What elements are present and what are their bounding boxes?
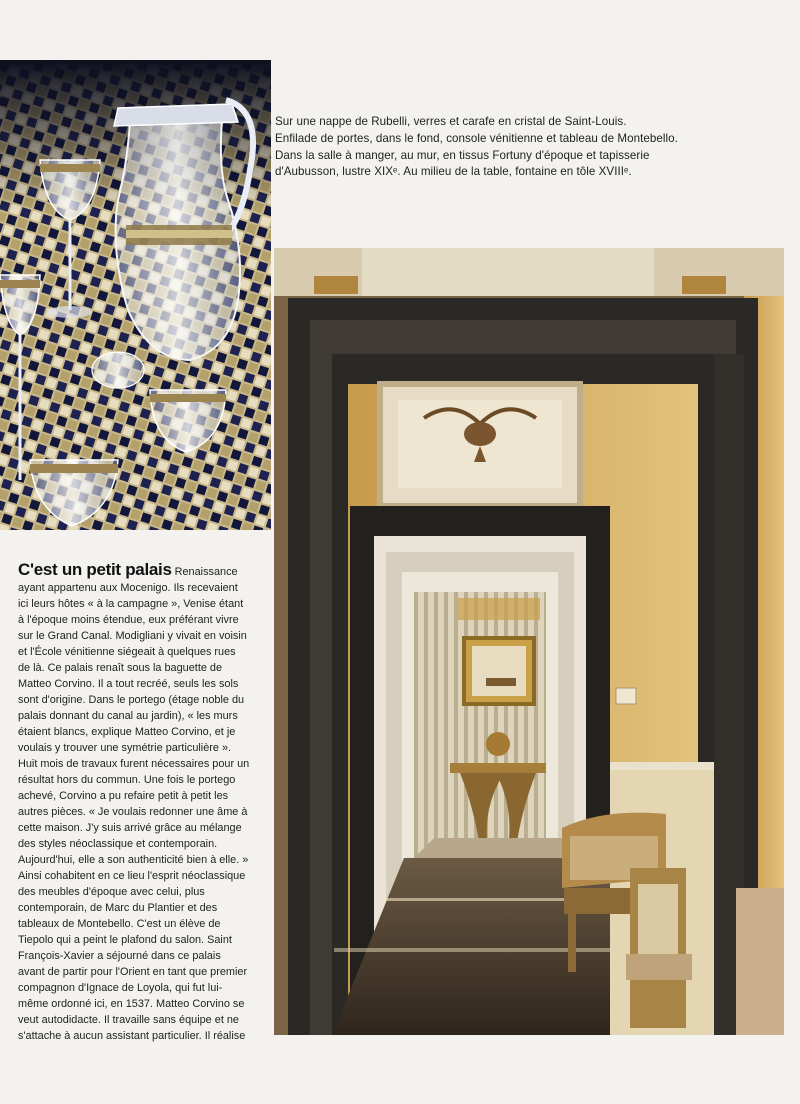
- article-line: contemporain, de Marc du Plantier et des: [18, 902, 218, 914]
- article-line: des meubles d'époque avec celui, plus: [18, 886, 205, 898]
- article-line: voulais y trouver une symétrie particulière ».: [18, 742, 232, 754]
- article-line: avant de partir pour l'Orient en tant que premier: [18, 966, 248, 978]
- article-line: compagnon d'Ignace de Loyola, qui fut lui-: [18, 982, 223, 994]
- article-line: autres pièces. « Je voulais redonner une âme à: [18, 806, 248, 818]
- photo-caption: [275, 114, 780, 181]
- crystal-glassware-photo: [0, 60, 271, 530]
- article-line: cette maison. J'y suis arrivé grâce au mélange: [18, 822, 242, 834]
- article-line: palais donnant du canal au jardin), « les murs: [18, 710, 238, 722]
- caption-line: Dans la salle à manger, au mur, en tissus Fortuny d'époque et tapisserie: [275, 148, 650, 162]
- article-line: sont d'origine. Dans le portego (étage noble du: [18, 694, 245, 706]
- gilt-chair-foreground: [626, 868, 692, 1028]
- article-line: achevé, Corvino a pu refaire petit à petit les: [18, 790, 229, 802]
- article-line: sur le Grand Canal. Modigliani y vivait en voisin: [18, 630, 247, 642]
- article-line: résultat hors du commun. Une fois le portego: [18, 774, 236, 786]
- crystal-glassware-illustration: [0, 60, 271, 530]
- article-line: étaient blancs, explique Matteo Corvino, et je: [18, 726, 236, 738]
- caption-line: Sur une nappe de Rubelli, verres et carafe en cristal de Saint-Louis.: [275, 115, 627, 128]
- article-line: Aujourd'hui, elle a son authenticité bien à elle. »: [18, 854, 249, 866]
- article-line: Tiepolo qui a peint le plafond du salon. Saint: [18, 934, 232, 946]
- article-line: veut autodidacte. Il travaille sans équipe et ne: [18, 1014, 239, 1026]
- article-text: [18, 562, 270, 1044]
- caption-line: d'Aubusson, lustre XIXᵉ. Au milieu de la table, fontaine en tôle XVIIIᵉ.: [275, 165, 632, 179]
- article-line: ayant appartenu aux Mocenigo. Ils recevaient: [18, 582, 238, 594]
- article-line: ici leurs hôtes « à la campagne », Venise étant: [18, 598, 244, 610]
- article-lead-line: [18, 562, 270, 580]
- article-headline: C'est un petit palais: [18, 560, 172, 579]
- enfilade-doors-photo: [274, 248, 784, 1035]
- article-line: et l'École vénitienne siégeait à quelques rues: [18, 646, 236, 658]
- caption-line: Enfilade de portes, dans le fond, console vénitienne et tableau de Montebello.: [275, 131, 678, 145]
- article-line: des styles néoclassique et contemporain.: [18, 838, 218, 850]
- article-line: de là. Ce palais renaît sous la baguette de: [18, 662, 223, 674]
- enfilade-doors-illustration: [274, 248, 784, 1035]
- article-line: Ainsi cohabitent en ce lieu l'esprit néoclassique: [18, 870, 246, 882]
- article-headline-rest: Renaissance: [171, 566, 238, 578]
- article-line: François-Xavier a séjourné dans ce palais: [18, 950, 221, 962]
- article-line: s'attache à aucun assistant particulier. Il réalise: [18, 1030, 246, 1042]
- article-line: Huit mois de travaux furent nécessaires pour un: [18, 758, 250, 770]
- article-line: même ordonné ici, en 1537. Matteo Corvino se: [18, 998, 245, 1010]
- article-line: Matteo Corvino. Il a tout recréé, seuls les sols: [18, 678, 239, 690]
- article-line: tableaux de Montebello. C'est un élève de: [18, 918, 221, 930]
- article-line: à l'époque moins étendue, eux préférant vivre: [18, 614, 239, 626]
